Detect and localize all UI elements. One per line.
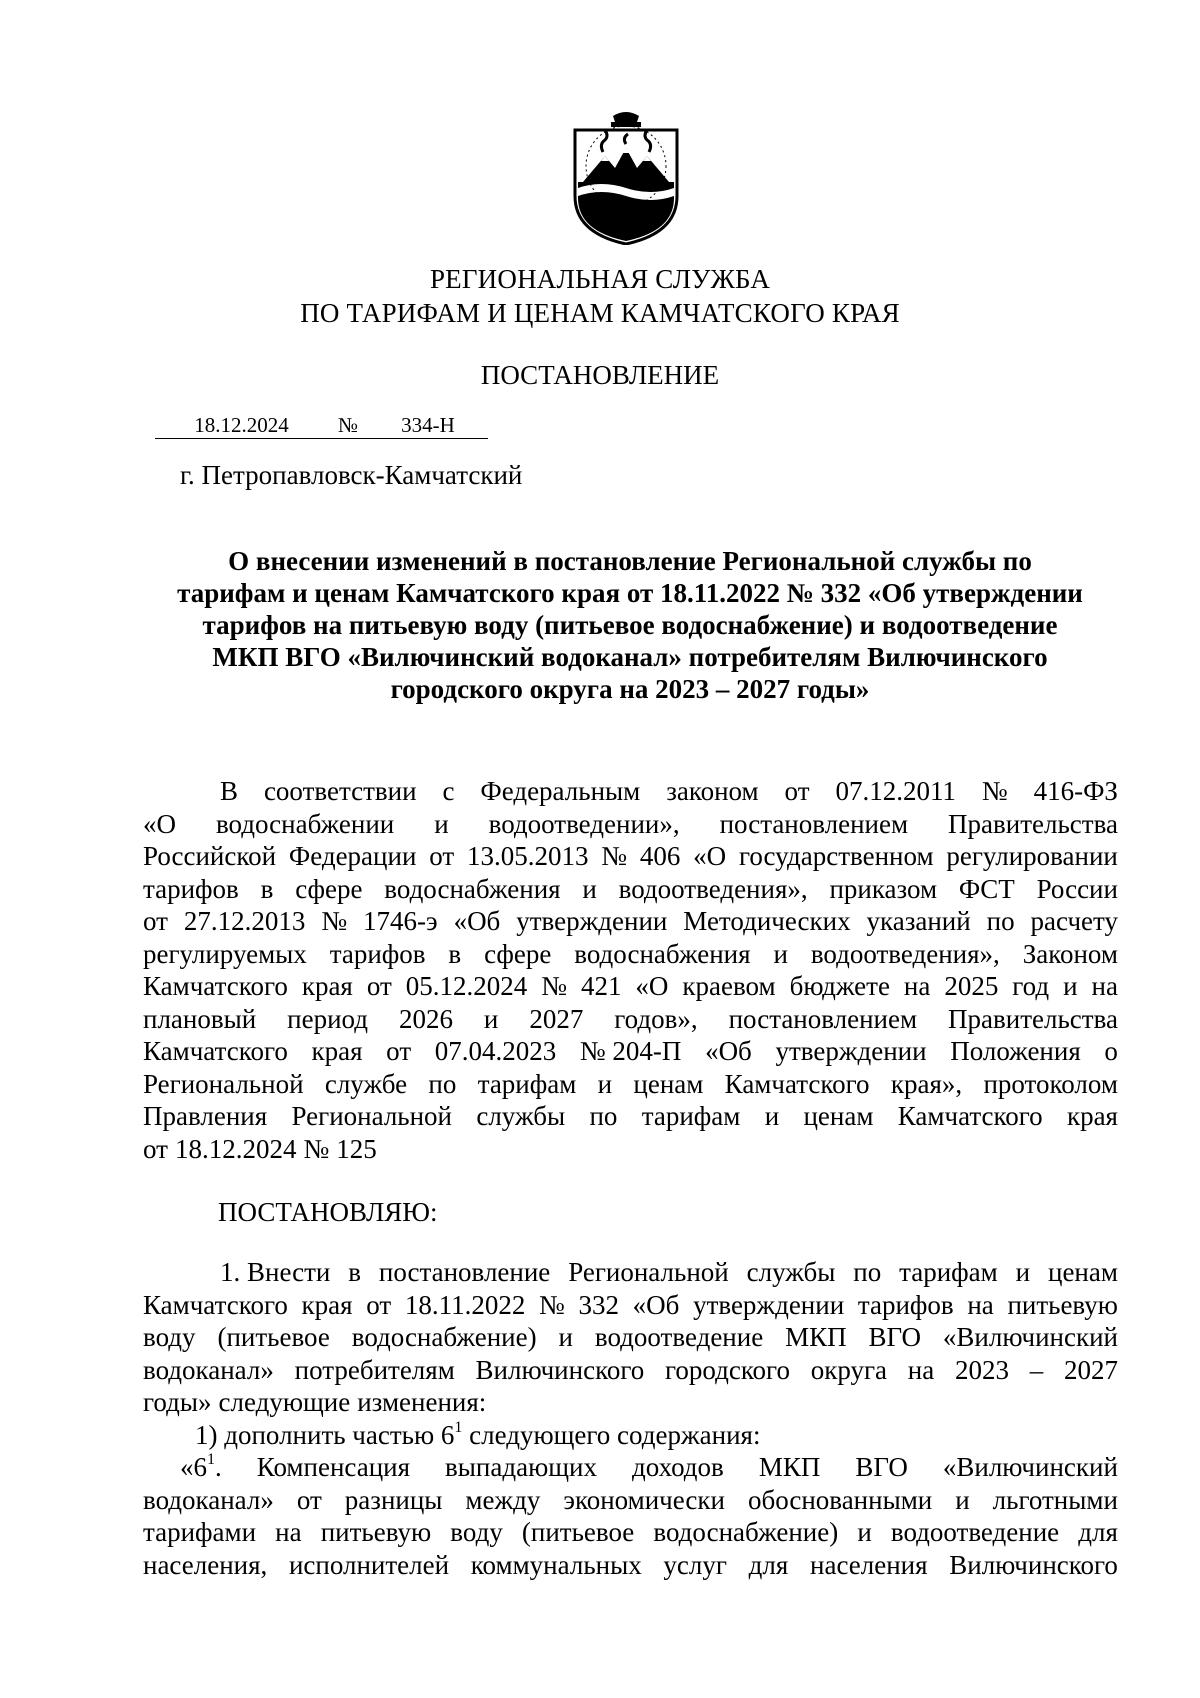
word: от	[296, 1484, 322, 1515]
word: Региональной	[291, 1101, 453, 1131]
word: водоснабжение)	[351, 1322, 537, 1352]
word: 13.05.2013	[466, 841, 589, 871]
word: водоснабжении	[215, 808, 395, 839]
word: льготными	[992, 1484, 1118, 1515]
word: водоканал»	[143, 1484, 274, 1515]
word: Региональной	[568, 1257, 729, 1287]
word: 05.12.2024	[405, 971, 528, 1001]
text-line	[143, 1484, 1118, 1517]
word: 332	[578, 1289, 619, 1320]
word: бюджете	[789, 971, 890, 1001]
quote-number-prefix: «6	[180, 1452, 207, 1482]
kamchatka-coat-of-arms-emblem	[571, 108, 681, 245]
text-line	[143, 1068, 1118, 1101]
word: «Вилючинский	[942, 1322, 1118, 1352]
word: Камчатского	[143, 971, 288, 1001]
text-line	[143, 905, 1118, 938]
word: тарифов	[143, 873, 239, 904]
word: о	[1104, 1036, 1118, 1066]
word: тарифам	[477, 1068, 577, 1099]
word: регулировании	[946, 841, 1118, 871]
word: по	[589, 1101, 618, 1131]
word: следующие	[218, 1387, 351, 1417]
document-title	[140, 545, 1120, 705]
subclause-text	[195, 1419, 760, 1452]
word: населения,	[143, 1549, 268, 1580]
word: тарифов	[329, 938, 426, 969]
word: приказом	[829, 873, 938, 904]
word: год	[1012, 971, 1050, 1001]
word: по	[428, 1068, 457, 1099]
word: Вилючинского	[949, 1549, 1118, 1580]
word: Камчатского	[724, 1068, 870, 1099]
word: ВГО	[868, 1322, 921, 1352]
word: МКП	[758, 1452, 821, 1482]
word: Камчатского	[897, 1101, 1043, 1131]
text-line	[143, 1133, 1118, 1166]
word: на	[967, 1289, 994, 1320]
word: для	[748, 1549, 789, 1580]
word: «Об	[632, 1289, 680, 1320]
word: Правления	[143, 1101, 268, 1131]
word: края	[311, 1036, 363, 1066]
word: края	[301, 1289, 353, 1320]
document-date: 18.12.2024	[155, 412, 328, 439]
word: ценам	[633, 1068, 704, 1099]
word: 18.12.2024	[174, 1133, 297, 1164]
word: водоканал»	[143, 1354, 274, 1385]
word: утверждении	[775, 1036, 927, 1066]
word: 421	[580, 971, 622, 1001]
word: на	[1091, 971, 1118, 1001]
agency-name-line-2: ПО ТАРИФАМ И ЦЕНАМ КАМЧАТСКОГО КРАЯ	[300, 298, 900, 328]
word: водоснабжения	[384, 873, 561, 904]
word: и	[582, 873, 597, 904]
word: и	[857, 1517, 872, 1547]
text-line	[143, 1100, 1118, 1133]
word: «О	[143, 808, 176, 839]
word: на	[275, 1517, 302, 1547]
word: 416-ФЗ	[1033, 776, 1118, 806]
word: «О	[693, 841, 727, 871]
word: Российской	[143, 841, 277, 871]
word: для	[1078, 1517, 1118, 1547]
word: 18.11.2022	[404, 1289, 526, 1320]
word: службы	[476, 1101, 566, 1131]
word: постановление	[378, 1257, 551, 1287]
word: утверждении	[516, 906, 668, 936]
word: Камчатского	[143, 1289, 288, 1320]
word: от	[784, 776, 810, 806]
word: ценам	[1048, 1257, 1118, 1287]
word: (питьевое	[217, 1322, 330, 1352]
word: Федеральным	[480, 776, 641, 806]
word: от	[143, 906, 168, 936]
word: тарифами	[143, 1517, 257, 1547]
word: 406	[639, 841, 681, 871]
word: и	[597, 1068, 613, 1099]
text-line	[143, 1386, 1118, 1419]
word: 2026	[398, 1003, 453, 1034]
word: экономически	[563, 1484, 725, 1515]
word: службе	[324, 1068, 408, 1099]
word: указаний	[866, 906, 971, 936]
word: 1. Внести	[220, 1257, 331, 1287]
word: от	[366, 971, 392, 1001]
word: Компенсация	[256, 1452, 411, 1482]
word: 1746-э	[363, 906, 438, 936]
word: водоотведения»,	[810, 938, 1000, 969]
decree-word: ПОСТАНОВЛЯЮ:	[218, 1197, 438, 1227]
title-line: МКП ВГО «Вилючинский водоканал» потребителям Вилючинского	[212, 642, 1048, 672]
word: обоснованными	[747, 1484, 933, 1515]
word: регулируемых	[143, 938, 307, 969]
word: годов»,	[614, 1003, 698, 1034]
word: 27.12.2013	[183, 906, 306, 936]
word: и	[483, 1003, 499, 1034]
word: изменения:	[357, 1387, 487, 1417]
word: №	[303, 1133, 330, 1164]
word: выпадающих	[445, 1452, 598, 1482]
word: и	[1063, 971, 1078, 1001]
word: расчету	[1030, 906, 1118, 936]
word: водоотведение	[594, 1322, 764, 1352]
text-line	[143, 970, 1118, 1003]
word: плановый	[143, 1003, 257, 1034]
word: и	[558, 1322, 573, 1352]
word: (питьевое	[521, 1517, 635, 1547]
word: тарифам	[641, 1101, 741, 1131]
word: Правительства	[948, 808, 1118, 839]
word: и	[764, 1101, 780, 1131]
word: 2027	[1063, 1354, 1118, 1385]
word: потребителям	[294, 1354, 455, 1385]
word: Методических	[683, 906, 851, 936]
word: №	[981, 776, 1008, 806]
text-line	[143, 1256, 1118, 1289]
word: от	[143, 1133, 168, 1164]
word: воду	[143, 1322, 196, 1352]
word: соответствии	[263, 776, 417, 806]
word: –	[1029, 1354, 1044, 1385]
text-line	[143, 840, 1118, 873]
word: коммунальных	[470, 1549, 642, 1580]
subclause-text-prefix: 1) дополнить частью 6	[195, 1419, 455, 1450]
word: питьевую	[320, 1517, 432, 1547]
word: №	[601, 841, 628, 871]
word: постановлением	[728, 1003, 918, 1034]
word: 07.04.2023	[434, 1036, 557, 1066]
word: Правительства	[948, 1003, 1118, 1034]
word: доходов	[632, 1452, 724, 1482]
number-sign: №	[328, 412, 368, 439]
word: края»,	[890, 1068, 963, 1099]
quote-number-suffix: .	[215, 1452, 222, 1482]
word: между	[465, 1484, 541, 1515]
word: водоотведения»,	[618, 873, 808, 904]
word: №	[321, 906, 348, 936]
word: краевом	[682, 971, 776, 1001]
word: сфере	[295, 873, 363, 904]
word: сфере	[484, 938, 552, 969]
word: Законом	[1022, 938, 1118, 969]
word: от	[366, 1289, 392, 1320]
city-name: г. Петропавловск-Камчатский	[180, 460, 523, 490]
word: законом	[666, 776, 759, 806]
text-line	[143, 1289, 1118, 1322]
word: и	[434, 808, 449, 839]
clause-paragraph	[143, 1256, 1118, 1581]
word: Федерации	[288, 841, 417, 871]
word: 2025	[944, 971, 999, 1001]
word: ценам	[803, 1101, 874, 1131]
text-line	[143, 1419, 1118, 1452]
text-line	[143, 1003, 1118, 1036]
word: по	[853, 1257, 882, 1287]
word: службы	[746, 1257, 836, 1287]
word: ВГО	[855, 1452, 908, 1482]
quote-number	[180, 1451, 222, 1484]
word: в	[348, 1257, 361, 1287]
word: округа	[810, 1354, 888, 1385]
quote-number-superscript: 1	[207, 1451, 215, 1468]
word: Региональной	[143, 1068, 304, 1099]
word: в	[448, 938, 462, 969]
word: и	[1015, 1257, 1031, 1287]
text-line	[143, 873, 1118, 906]
document-number: 334-Н	[368, 412, 488, 439]
text-line	[143, 1354, 1118, 1387]
word: протоколом	[983, 1068, 1118, 1099]
word: утверждении	[693, 1289, 845, 1320]
word: воду	[450, 1517, 503, 1547]
title-line: тарифам и ценам Камчатского края от 18.11.2022 № 332 «Об утверждении	[177, 578, 1083, 608]
word: на	[903, 971, 931, 1001]
word: тарифов	[857, 1289, 954, 1320]
word: городского	[664, 1354, 790, 1385]
word: питьевую	[1007, 1289, 1118, 1320]
word: «Вилючинский	[942, 1452, 1118, 1482]
word: МКП	[785, 1322, 847, 1352]
word: от	[386, 1036, 412, 1066]
word: государственном	[738, 841, 934, 871]
word: «Об	[453, 906, 501, 936]
word: России	[1036, 873, 1118, 904]
title-line: О внесении изменений в постановление Региональной службы по	[228, 546, 1032, 576]
word: №	[539, 1289, 565, 1320]
title-line: тарифов на питьевую воду (питьевое водоснабжение) и водоотведение	[202, 610, 1058, 640]
text-line	[143, 1035, 1118, 1068]
word: водоотведении»,	[488, 808, 680, 839]
word: на	[907, 1354, 935, 1385]
word: и	[955, 1484, 970, 1515]
word: №	[541, 971, 567, 1001]
word: В	[220, 776, 239, 806]
text-line	[143, 1321, 1118, 1354]
word: разницы	[344, 1484, 443, 1515]
word: годы»	[143, 1387, 212, 1417]
word: от	[429, 841, 455, 871]
preamble-paragraph	[143, 775, 1118, 1165]
subclause-text-suffix: следующего содержания:	[462, 1419, 761, 1450]
word: водоснабжения	[574, 938, 751, 969]
subclause-text-superscript: 1	[454, 1418, 463, 1436]
text-line	[143, 1451, 1118, 1484]
word: водоснабжение)	[653, 1517, 839, 1547]
word: с	[442, 776, 455, 806]
word: 2023	[954, 1354, 1009, 1385]
text-line	[143, 1516, 1118, 1549]
title-line: городского округа на 2023 – 2027 годы»	[390, 674, 870, 704]
word: водоотведение	[890, 1517, 1060, 1547]
word: по	[986, 906, 1015, 936]
word: Вилючинского	[475, 1354, 645, 1385]
agency-name-line-1: РЕГИОНАЛЬНАЯ СЛУЖБА	[429, 264, 771, 294]
word: края	[301, 971, 353, 1001]
word: № 204-П	[579, 1036, 682, 1066]
document-type: ПОСТАНОВЛЕНИЕ	[480, 360, 720, 390]
word: «Об	[705, 1036, 752, 1066]
text-line	[143, 775, 1118, 808]
word: ФСТ	[958, 873, 1015, 904]
word: и	[773, 938, 788, 969]
word: постановлением	[719, 808, 909, 839]
word: «О	[635, 971, 669, 1001]
word: 2027	[529, 1003, 584, 1034]
text-line	[143, 938, 1118, 971]
word: 07.12.2011	[835, 776, 956, 806]
word: Камчатского	[143, 1036, 288, 1066]
word: 125	[336, 1133, 377, 1164]
word: населения	[810, 1549, 928, 1580]
date-number-line	[155, 412, 488, 439]
word: исполнителей	[288, 1549, 450, 1580]
text-line	[143, 808, 1118, 841]
word: края	[1066, 1101, 1118, 1131]
text-line	[143, 1549, 1118, 1582]
word: период	[287, 1003, 368, 1034]
word: тарифам	[899, 1257, 998, 1287]
word: Положения	[950, 1036, 1081, 1066]
word: услуг	[663, 1549, 727, 1580]
word: в	[260, 873, 274, 904]
